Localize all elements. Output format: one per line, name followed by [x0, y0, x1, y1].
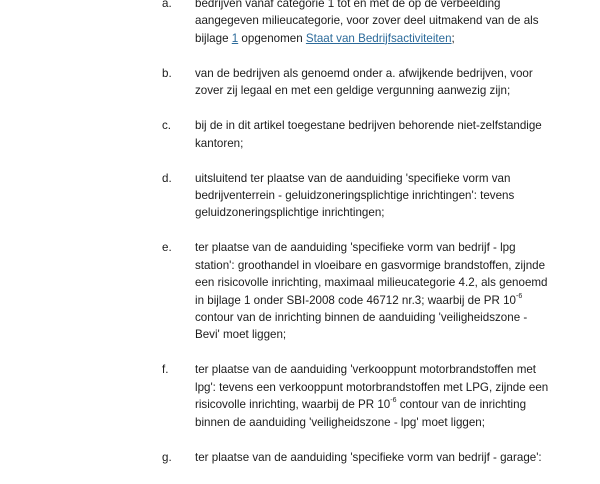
- list-item-text: ter plaatse van de aanduiding 'specifieke vorm van bedrijf - garage':: [195, 450, 542, 464]
- list-marker: f.: [162, 363, 169, 377]
- list-marker: b.: [162, 66, 172, 80]
- list-item-text: ter plaatse van de aanduiding 'verkooppunt motorbrandstoffen met lpg': tevens een verkooppunt motorbrandstoffen met LPG, zijnde een risicovolle inrichting, waarbij de PR $10^{-6}$ contour van de inrichting binnen de aanduiding 'veiligheidszone - lpg' moet liggen;: [195, 363, 549, 429]
- list-item-f: [162, 361, 555, 431]
- list-item-d: [162, 170, 555, 222]
- list-item-b: [162, 65, 555, 100]
- list-marker: e.: [162, 241, 172, 255]
- list-item-text: bedrijven vanaf categorie 1 tot en met de op de verbeelding aangegeven milieucategorie, voor zover deel uitmakend van de als bijlage 1 opgenomen Staat van Bedrijfsactiviteiten;: [195, 0, 539, 45]
- superscript: -6: [515, 292, 523, 300]
- list-item-text: van de bedrijven als genoemd onder a. afwijkende bedrijven, voor zover zij legaal en met een geldige vergunning aanwezig zijn;: [195, 66, 533, 98]
- list-item-g: [162, 449, 555, 466]
- list-item-text: bij de in dit artikel toegestane bedrijven behorende niet-zelfstandige kantoren;: [195, 119, 542, 150]
- list-item-text: uitsluitend ter plaatse van de aanduiding 'specifieke vorm van bedrijventerrein - geluidzoneringsplichtige inrichtingen': tevens geluidzoneringsplichtige inrichtingen;: [195, 171, 515, 220]
- list-item-text: ter plaatse van de aanduiding 'specifieke vorm van bedrijf - lpg station': groothandel in vloeibare en gasvormige brandstoffen, zijnde een risicovolle inrichting, maximaal milieucategorie 4.2, als genoemd in bijlage 1 onder SBI-2008 code 46712 nr.3; waarbij de PR $10^{-6}$ contour van de inrichting binnen de aanduiding 'veiligheidszone - Bevi' moet liggen;: [195, 241, 548, 342]
- list-item-e: [162, 239, 555, 343]
- staat-van-bedrijfsactiviteiten-link[interactable]: Staat van Bedrijfsactiviteiten: [305, 31, 452, 45]
- bijlage-link[interactable]: 1: [231, 31, 239, 45]
- list-marker: g.: [162, 450, 172, 464]
- list-item-c: [162, 117, 555, 152]
- list-item-a: [162, 0, 555, 47]
- list-marker: c.: [162, 119, 172, 133]
- superscript: -6: [390, 397, 397, 405]
- list-marker: d.: [162, 171, 172, 185]
- list-marker: a.: [162, 0, 172, 10]
